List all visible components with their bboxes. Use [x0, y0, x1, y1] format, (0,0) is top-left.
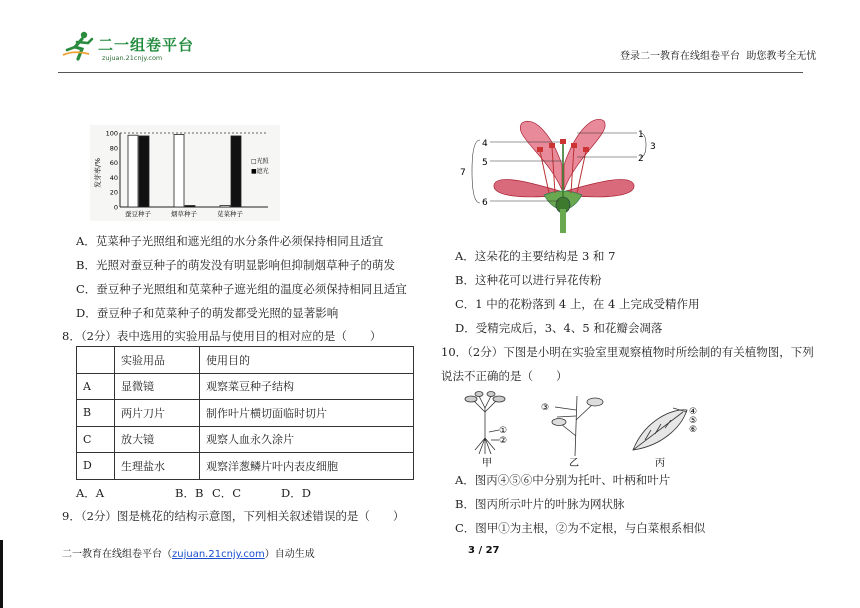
figure-label-yi: 乙 — [569, 458, 579, 468]
table-cell: 制作叶片横切面临时切片 — [200, 400, 414, 427]
table-cell: D — [77, 453, 115, 480]
circled-label-5: ⑤ — [689, 416, 698, 426]
circled-label-3: ③ — [541, 403, 550, 413]
diagram-label-5: 5 — [482, 158, 488, 168]
table-cell: B — [77, 400, 115, 427]
diagram-label-6: 6 — [482, 198, 488, 208]
table-row — [77, 400, 414, 427]
q7-option-c[interactable]: C．蚕豆种子光照组和苋菜种子遮光组的温度必须保持相同且适宜 — [76, 282, 407, 296]
circled-label-1: ① — [499, 426, 508, 436]
table-cell: C — [77, 426, 115, 453]
diagram-label-3: 3 — [650, 142, 656, 152]
table-cell: A — [77, 373, 115, 400]
q8-option-a[interactable]: A．A — [76, 486, 105, 500]
q9-option-d[interactable]: D．受精完成后，3、4、5 和花瓣会凋落 — [455, 321, 663, 335]
category-label: 烟草种子 — [171, 210, 197, 218]
table-cell: 放大镜 — [115, 426, 200, 453]
table-row — [77, 453, 414, 480]
y-tick-label: 80 — [109, 144, 118, 153]
diagram-label-4: 4 — [482, 139, 488, 149]
q8-option-c[interactable]: C．C — [212, 486, 242, 500]
y-tick-label: 40 — [109, 173, 118, 182]
bar-dark-2 — [231, 136, 241, 207]
y-axis-label: 发芽率/% — [94, 157, 102, 189]
header-divider — [58, 72, 803, 73]
table-cell: 生理盐水 — [115, 453, 200, 480]
q9-stem: 9．（2分）图是桃花的结构示意图，下列相关叙述错误的是（ ） — [62, 509, 405, 523]
bar-light-0 — [128, 135, 138, 207]
q9-option-a[interactable]: A．这朵花的主要结构是 3 和 7 — [455, 249, 616, 263]
category-label: 蚕豆种子 — [125, 210, 151, 218]
table-cell: 观察洋葱鳞片叶内表皮细胞 — [200, 453, 414, 480]
y-tick-label: 100 — [105, 129, 118, 138]
logo[interactable] — [62, 30, 202, 64]
logo-text: 二一组卷平台 — [98, 36, 195, 54]
table-cell: 显微镜 — [115, 373, 200, 400]
diagram-label-1: 1 — [638, 130, 644, 140]
q7-option-b[interactable]: B．光照对蚕豆种子的萌发没有明显影响但抑制烟草种子的萌发 — [76, 258, 395, 272]
table-cell: 两片刀片 — [115, 400, 200, 427]
q8-table — [76, 346, 414, 480]
q7-option-d[interactable]: D．蚕豆种子和苋菜种子的萌发都受光照的显著影响 — [76, 306, 339, 320]
runner-logo-icon — [62, 30, 96, 62]
circled-label-2: ② — [499, 436, 508, 446]
figure-label-bing: 丙 — [655, 458, 665, 468]
y-tick-label: 0 — [113, 203, 118, 212]
table-row — [77, 426, 414, 453]
q8-option-d[interactable]: D．D — [281, 486, 311, 500]
bar-light-1 — [174, 134, 184, 207]
legend-item-light: □光照 — [251, 158, 269, 165]
footer-source — [62, 545, 315, 560]
bar-dark-0 — [139, 136, 149, 207]
bar-light-2 — [220, 206, 230, 207]
q9-option-b[interactable]: B．这种花可以进行异花传粉 — [455, 273, 602, 287]
left-edge-bar — [0, 540, 3, 608]
q7-option-a[interactable]: A．苋菜种子光照组和遮光组的水分条件必须保持相同且适宜 — [76, 234, 384, 248]
legend-item-dark: ■遮光 — [251, 168, 269, 175]
q8-option-b[interactable]: B．B — [175, 486, 204, 500]
circled-label-6: ⑥ — [689, 425, 698, 435]
diagram-label-7: 7 — [460, 168, 466, 178]
logo-subtext: zujuan.21cnjy.com — [102, 54, 163, 62]
table-header-cell — [77, 347, 115, 374]
q10-option-a[interactable]: A．图丙④⑤⑥中分别为托叶、叶柄和叶片 — [455, 473, 671, 487]
q10-stem-line1: 10．（2分）下图是小明在实验室里观察植物时所绘制的有关植物图，下列 — [441, 345, 814, 359]
y-tick-label: 60 — [109, 159, 118, 168]
q10-option-b[interactable]: B．图丙所示叶片的叶脉为网状脉 — [455, 497, 625, 511]
germination-bar-chart — [90, 125, 280, 221]
q10-option-c[interactable]: C．图甲①为主根，②为不定根，与白菜根系相似 — [455, 521, 706, 535]
q8-stem: 8．（2分）表中选用的实验用品与使用目的相对应的是（ ） — [62, 329, 382, 343]
figure-label-jia: 甲 — [482, 458, 492, 468]
flower-drawing — [494, 119, 634, 233]
footer-text-after: ）自动生成 — [264, 549, 315, 560]
peach-flower-diagram — [452, 115, 682, 235]
page-number: 3 / 27 — [468, 545, 500, 556]
figure-yi-drawing — [552, 396, 603, 456]
table-header-row — [77, 347, 414, 374]
footer-text-before: 二一教育在线组卷平台（ — [62, 549, 172, 560]
plant-figures — [455, 390, 705, 468]
table-header-cell: 使用目的 — [200, 347, 414, 374]
category-label: 苋菜种子 — [217, 210, 243, 218]
circled-label-4: ④ — [689, 407, 698, 417]
q10-stem-line2: 说法不正确的是（ ） — [441, 369, 568, 383]
table-header-cell: 实验用品 — [115, 347, 200, 374]
y-tick-label: 20 — [109, 188, 118, 197]
footer-link[interactable]: zujuan.21cnjy.com — [172, 549, 265, 560]
table-cell: 观察菜豆种子结构 — [200, 373, 414, 400]
table-row — [77, 373, 414, 400]
diagram-label-2: 2 — [638, 154, 644, 164]
figure-bing-drawing — [633, 408, 687, 450]
bar-dark-1 — [185, 206, 195, 207]
table-cell: 观察人血永久涂片 — [200, 426, 414, 453]
q9-option-c[interactable]: C．1 中的花粉落到 4 上，在 4 上完成受精作用 — [455, 297, 700, 311]
header-slogan: 登录二一教育在线组卷平台 助您教考全无忧 — [620, 51, 817, 62]
